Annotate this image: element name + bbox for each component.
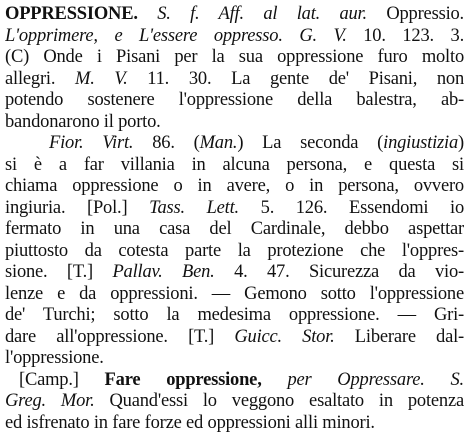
text-segment: 11. 30. La gente de' Pisani, non bbox=[128, 69, 464, 89]
text-segment: si è a far villania in alcuna persona, e questa si bbox=[5, 155, 464, 175]
italic-text: ingiustizia bbox=[383, 133, 458, 153]
italic-text: Man. bbox=[200, 133, 238, 153]
headword: OPPRESSIONE. bbox=[5, 4, 138, 24]
text-segment: piuttosto da cotesta parte la protezione che l'oppres- bbox=[5, 241, 464, 261]
text-line bbox=[5, 284, 464, 306]
text-segment: fermato in una casa del Cardinale, debbo aspettar bbox=[5, 219, 464, 239]
italic-text: L'opprimere, e L'essere oppresso. G. V. bbox=[5, 26, 347, 46]
text-line bbox=[5, 176, 464, 198]
italic-text: S. f. Aff. al lat. aur. bbox=[157, 4, 367, 24]
italic-text: per Oppressare. S. bbox=[287, 370, 464, 390]
text-segment: 86. ( bbox=[133, 133, 199, 153]
text-line bbox=[5, 219, 464, 241]
italic-text: M. V. bbox=[75, 69, 128, 89]
text-segment: 5. 126. Essendomi io bbox=[239, 198, 464, 218]
text-line bbox=[5, 26, 464, 48]
text-segment: potendo sostenere l'oppressione della balestra, ab- bbox=[5, 90, 464, 110]
text-line bbox=[5, 413, 464, 434]
text-segment: de' Turchi; sotto la medesima oppressione. — Gri- bbox=[5, 305, 464, 325]
text-segment: 4. 47. Sicurezza da vio- bbox=[215, 262, 464, 282]
text-line bbox=[5, 155, 464, 177]
text-segment: [Camp.] bbox=[19, 370, 105, 390]
text-segment: l'oppressione. bbox=[5, 348, 104, 368]
text-segment: ) bbox=[458, 133, 464, 153]
text-segment bbox=[262, 370, 288, 390]
text-segment: chiama oppressione o in avere, o in persona, ovvero bbox=[5, 176, 464, 196]
italic-text: Greg. Mor. bbox=[5, 391, 95, 411]
text-segment: sione. [T.] bbox=[5, 262, 112, 282]
text-line bbox=[5, 370, 464, 392]
text-line bbox=[5, 391, 464, 413]
text-segment: (C) Onde i Pisani per la sua oppressione furo molto bbox=[5, 47, 464, 67]
text-line bbox=[5, 112, 464, 134]
text-line bbox=[5, 90, 464, 112]
text-line bbox=[5, 4, 464, 26]
text-segment: allegri. bbox=[5, 69, 75, 89]
text-segment: ) La seconda ( bbox=[237, 133, 383, 153]
italic-text: Pallav. Ben. bbox=[112, 262, 214, 282]
text-line bbox=[5, 305, 464, 327]
text-segment bbox=[138, 4, 157, 24]
text-segment: ingiuria. [Pol.] bbox=[5, 198, 149, 218]
text-segment: 10. 123. 3. bbox=[347, 26, 464, 46]
text-segment: Liberare dal- bbox=[335, 327, 464, 347]
italic-text: Guicc. Stor. bbox=[234, 327, 334, 347]
text-segment: Oppressio. bbox=[367, 4, 464, 24]
text-line bbox=[5, 198, 464, 220]
text-line bbox=[5, 47, 464, 69]
text-line bbox=[5, 262, 464, 284]
text-segment: dare all'oppressione. [T.] bbox=[5, 327, 234, 347]
text-line bbox=[5, 69, 464, 91]
text-segment: ed isfrenato in fare forze ed oppressioni alli minori. bbox=[5, 413, 375, 433]
text-segment: lenze e da oppressioni. — Gemono sotto l'oppressione bbox=[5, 284, 464, 304]
text-line bbox=[5, 348, 464, 370]
text-line bbox=[5, 133, 464, 155]
headword: Fare oppressione, bbox=[105, 370, 262, 390]
text-segment: bandonarono il porto. bbox=[5, 112, 161, 132]
text-segment: Quand'essi lo veggono esaltato in potenza bbox=[95, 391, 464, 411]
text-line bbox=[5, 327, 464, 349]
text-line bbox=[5, 241, 464, 263]
dictionary-entry bbox=[5, 4, 464, 434]
italic-text: Fior. Virt. bbox=[49, 133, 133, 153]
italic-text: Tass. Lett. bbox=[149, 198, 239, 218]
